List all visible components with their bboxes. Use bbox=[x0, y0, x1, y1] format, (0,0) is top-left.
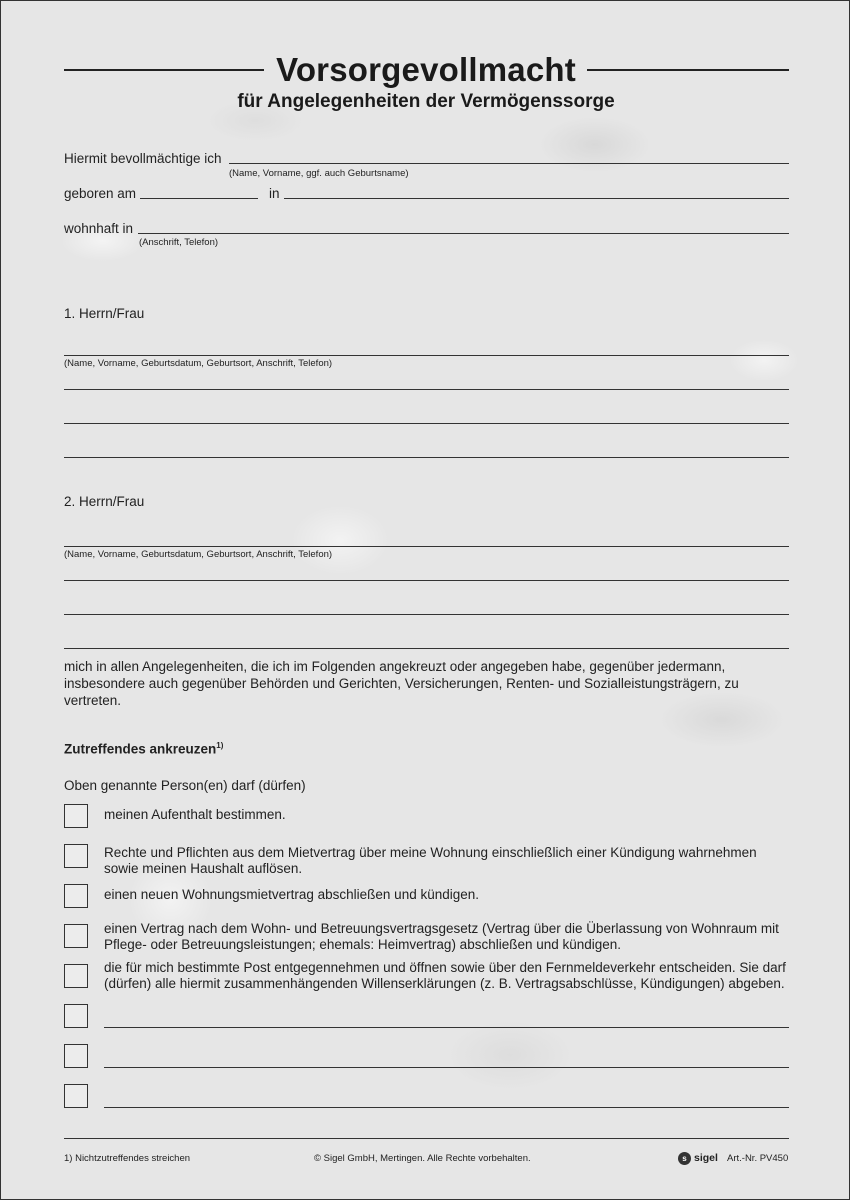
checklist-heading-text: Zutreffendes ankreuzen bbox=[64, 741, 217, 757]
checklist-heading bbox=[64, 741, 223, 757]
footer-rule bbox=[64, 1138, 789, 1139]
checkbox-custom-1[interactable] bbox=[64, 1004, 88, 1028]
birthplace-field[interactable] bbox=[284, 198, 789, 199]
agent-1-line-2[interactable] bbox=[64, 389, 789, 390]
agent-2-line-4[interactable] bbox=[64, 648, 789, 649]
document-subtitle: für Angelegenheiten der Vermögenssorge bbox=[237, 91, 615, 112]
checkbox-care-contract[interactable] bbox=[64, 924, 88, 948]
option-lease-rights: Rechte und Pflichten aus dem Mietvertrag über meine Wohnung einschließlich einer Kündigung wahrnehmen sowie meinen Haushalt auflösen. bbox=[104, 845, 757, 876]
document-title: Vorsorgevollmacht bbox=[276, 51, 576, 88]
checklist-heading-footnote: 1) bbox=[216, 741, 224, 750]
sigel-logo-icon: s bbox=[678, 1152, 691, 1165]
option-new-lease: einen neuen Wohnungsmietvertrag abschließen und kündigen. bbox=[104, 887, 480, 902]
residing-label: wohnhaft in bbox=[64, 221, 134, 236]
scope-paragraph: mich in allen Angelegenheiten, die ich im Folgenden angekreuzt oder angegeben habe, gegenüber jedermann, insbesondere auch gegenüber Behörden und Gerichten, Versicherungen, Renten- und Sozialleistungsträgern, zu vertreten. bbox=[64, 659, 739, 708]
brand-name: sigel bbox=[694, 1152, 718, 1164]
checkbox-custom-3[interactable] bbox=[64, 1084, 88, 1108]
agent-1-line-3[interactable] bbox=[64, 423, 789, 424]
custom-option-3-line[interactable] bbox=[104, 1107, 789, 1108]
agent-1-line-1[interactable] bbox=[64, 355, 789, 356]
checkbox-residence[interactable] bbox=[64, 804, 88, 828]
option-care-contract: einen Vertrag nach dem Wohn- und Betreuungsvertragsgesetz (Vertrag über die Überlassung von Wohnraum mit Pflege- oder Betreuungsleistungen; ehemals: Heimvertrag) abschließen und kündigen. bbox=[104, 921, 779, 952]
copyright: © Sigel GmbH, Mertingen. Alle Rechte vorbehalten. bbox=[314, 1153, 531, 1164]
principal-name-field[interactable] bbox=[229, 163, 789, 164]
option-residence: meinen Aufenthalt bestimmen. bbox=[104, 807, 286, 822]
agent-2-line-1[interactable] bbox=[64, 546, 789, 547]
agent-2-hint: (Name, Vorname, Geburtsdatum, Geburtsort, Anschrift, Telefon) bbox=[64, 549, 333, 560]
checkbox-new-lease[interactable] bbox=[64, 884, 88, 908]
article-number: Art.-Nr. PV450 bbox=[727, 1153, 789, 1164]
custom-option-2-line[interactable] bbox=[104, 1067, 789, 1068]
option-mail: die für mich bestimmte Post entgegennehmen und öffnen sowie über den Fernmeldeverkehr entscheiden. Sie darf (dürfen) alle hiermit zusammenhängenden Willenserklärungen (z. B. Vertragsabschlüsse, Kündigungen) abgeben. bbox=[104, 960, 786, 991]
agent-2-label: 2. Herrn/Frau bbox=[64, 494, 145, 509]
birthplace-label: in bbox=[269, 186, 280, 201]
principal-name-hint: (Name, Vorname, ggf. auch Geburtsname) bbox=[229, 168, 409, 179]
agent-1-line-4[interactable] bbox=[64, 457, 789, 458]
custom-option-1-line[interactable] bbox=[104, 1027, 789, 1028]
born-label: geboren am bbox=[64, 186, 137, 201]
checklist-intro: Oben genannte Person(en) darf (dürfen) bbox=[64, 778, 306, 793]
birthdate-field[interactable] bbox=[140, 198, 258, 199]
agent-1-hint: (Name, Vorname, Geburtsdatum, Geburtsort, Anschrift, Telefon) bbox=[64, 358, 333, 369]
agent-2-line-3[interactable] bbox=[64, 614, 789, 615]
checkbox-mail[interactable] bbox=[64, 964, 88, 988]
checkbox-lease-rights[interactable] bbox=[64, 844, 88, 868]
footnote: 1) Nichtzutreffendes streichen bbox=[64, 1153, 191, 1164]
checkbox-custom-2[interactable] bbox=[64, 1044, 88, 1068]
address-hint: (Anschrift, Telefon) bbox=[139, 237, 219, 248]
address-field[interactable] bbox=[138, 233, 789, 234]
agent-2-line-2[interactable] bbox=[64, 580, 789, 581]
agent-1-label: 1. Herrn/Frau bbox=[64, 306, 145, 321]
authorize-label: Hiermit bevollmächtige ich bbox=[64, 151, 222, 166]
